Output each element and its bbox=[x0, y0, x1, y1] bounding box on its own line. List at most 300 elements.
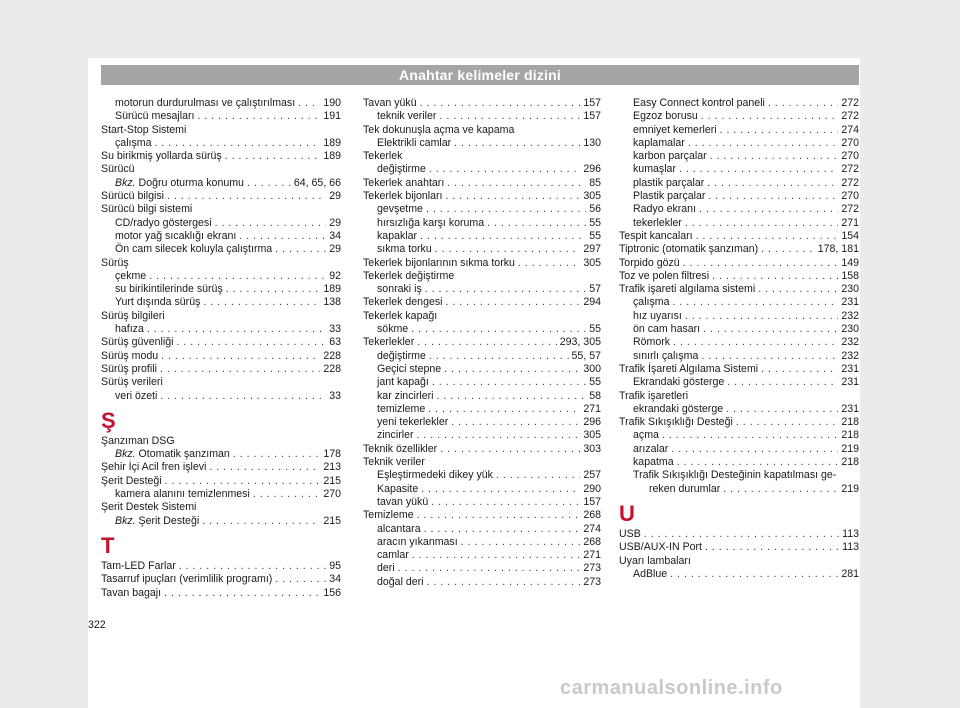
index-subentry bbox=[619, 456, 859, 469]
dot-leader bbox=[432, 376, 586, 389]
index-subentry bbox=[619, 469, 859, 482]
page-reference[interactable]: 189 bbox=[323, 150, 341, 163]
index-subentry bbox=[363, 376, 601, 389]
entry-term: Easy Connect kontrol paneli bbox=[633, 97, 765, 109]
index-subentry bbox=[363, 217, 601, 230]
entry-term: ön cam hasarı bbox=[633, 323, 701, 336]
entry-term: kamera alanını temizlenmesi bbox=[115, 488, 250, 501]
index-entry bbox=[363, 336, 601, 349]
index-subentry bbox=[619, 150, 859, 163]
page-reference[interactable]: 34 bbox=[329, 573, 341, 586]
index-entry bbox=[101, 150, 341, 163]
page-reference[interactable]: 191 bbox=[323, 110, 341, 123]
dot-leader bbox=[696, 230, 839, 243]
page-number: 322 bbox=[88, 619, 106, 631]
dot-leader bbox=[426, 203, 586, 216]
entry-term: Trafik işareti algılama sistemi bbox=[619, 283, 756, 296]
page-reference[interactable]: 273 bbox=[583, 562, 601, 575]
dot-leader bbox=[768, 97, 838, 110]
page-reference[interactable]: 290 bbox=[583, 482, 601, 495]
dot-leader bbox=[412, 549, 581, 562]
section-letter: T bbox=[101, 532, 115, 558]
page-reference[interactable]: 257 bbox=[583, 469, 601, 482]
page-reference[interactable]: 274 bbox=[841, 123, 859, 136]
page-reference[interactable]: 303 bbox=[583, 442, 601, 455]
dot-leader bbox=[155, 137, 321, 150]
entry-term: Toz ve polen filtresi bbox=[619, 269, 710, 282]
page-reference[interactable]: 293, 305 bbox=[559, 336, 601, 349]
entry-term: tekerlekler bbox=[633, 216, 682, 229]
dot-leader bbox=[707, 177, 838, 190]
index-entry bbox=[619, 283, 859, 296]
index-subentry bbox=[101, 110, 341, 123]
entry-term: Sürücü bbox=[101, 163, 135, 176]
page-reference[interactable]: 296 bbox=[583, 163, 601, 176]
see-reference: Bkz. bbox=[115, 176, 136, 189]
dot-leader bbox=[726, 403, 838, 416]
dot-leader bbox=[699, 203, 838, 216]
page-reference[interactable]: 231 bbox=[841, 296, 859, 309]
index-subentry bbox=[101, 488, 341, 501]
page-reference[interactable]: 55 bbox=[589, 323, 601, 336]
dot-leader bbox=[683, 257, 839, 270]
entry-term: Trafik Sıkışıklığı Desteğinin kapatılması ge- bbox=[633, 469, 837, 482]
index-entry bbox=[619, 257, 859, 270]
index-subentry bbox=[101, 448, 341, 461]
entry-term: Eşleştirmedeki dikey yük bbox=[377, 469, 493, 482]
dot-leader bbox=[298, 97, 320, 110]
index-subentry bbox=[363, 323, 601, 336]
index-subentry bbox=[619, 336, 859, 349]
page-reference[interactable]: 33 bbox=[329, 323, 341, 336]
entry-term: ekrandaki gösterge bbox=[633, 402, 724, 415]
page-reference[interactable]: 219 bbox=[841, 482, 859, 495]
dot-leader bbox=[420, 97, 581, 110]
page-reference[interactable]: 34 bbox=[329, 229, 341, 242]
index-column-1 bbox=[101, 97, 341, 600]
dot-leader bbox=[701, 110, 839, 123]
dot-leader bbox=[518, 257, 580, 270]
page-reference[interactable]: 149 bbox=[841, 256, 859, 269]
index-subentry bbox=[363, 549, 601, 562]
page-reference[interactable]: 232 bbox=[841, 349, 859, 362]
entry-term: Teknik özellikler bbox=[363, 442, 438, 455]
dot-leader bbox=[670, 568, 838, 581]
dot-leader bbox=[275, 243, 326, 256]
page-reference[interactable]: 55 bbox=[589, 229, 601, 242]
dot-leader bbox=[496, 469, 580, 482]
index-subentry bbox=[101, 217, 341, 230]
dot-leader bbox=[447, 177, 586, 190]
entry-term: su birikintilerinde sürüş bbox=[115, 283, 223, 296]
entry-term: CD/radyo göstergesi bbox=[115, 216, 212, 229]
page-reference[interactable]: 55 bbox=[589, 376, 601, 389]
entry-term: Ön cam silecek koluyla çalıştırma bbox=[115, 243, 273, 256]
page-reference[interactable]: 232 bbox=[841, 336, 859, 349]
dot-leader bbox=[420, 230, 586, 243]
dot-leader bbox=[253, 488, 320, 501]
index-subentry bbox=[101, 323, 341, 336]
page-reference[interactable]: 271 bbox=[583, 549, 601, 562]
index-entry bbox=[363, 443, 601, 456]
page-reference[interactable]: 138 bbox=[323, 296, 341, 309]
entry-term: Trafik işaretleri bbox=[619, 389, 689, 402]
index-subentry bbox=[619, 190, 859, 203]
page-reference[interactable]: 56 bbox=[589, 203, 601, 216]
dot-leader bbox=[677, 456, 839, 469]
entry-term: Şehir İçi Acil fren işlevi bbox=[101, 461, 207, 474]
index-subentry bbox=[363, 283, 601, 296]
entry-term: Sürüş bilgileri bbox=[101, 309, 165, 322]
dot-leader bbox=[712, 270, 838, 283]
entry-term: Teknik veriler bbox=[363, 456, 425, 469]
dot-leader bbox=[147, 323, 326, 336]
dot-leader bbox=[215, 217, 327, 230]
page-reference[interactable]: 178 bbox=[323, 448, 341, 461]
entry-term: Römork bbox=[633, 336, 671, 349]
page-reference[interactable]: 230 bbox=[841, 323, 859, 336]
page-reference[interactable]: 219 bbox=[841, 442, 859, 455]
page-reference[interactable]: 158 bbox=[841, 269, 859, 282]
index-subentry bbox=[619, 403, 859, 416]
page-reference[interactable]: 189 bbox=[323, 136, 341, 149]
page-reference[interactable]: 218 bbox=[841, 456, 859, 469]
entry-term: tavan yükü bbox=[377, 495, 429, 508]
entry-term: Kapasite bbox=[377, 482, 419, 495]
page-reference[interactable]: 272 bbox=[841, 163, 859, 176]
page-reference[interactable]: 272 bbox=[841, 203, 859, 216]
entry-term: değiştirme bbox=[377, 163, 426, 176]
page-reference[interactable]: 270 bbox=[841, 150, 859, 163]
entry-term: Şerit Destek Sistemi bbox=[101, 501, 197, 514]
dot-leader bbox=[161, 350, 320, 363]
index-subentry bbox=[363, 496, 601, 509]
entry-term: Tavan yükü bbox=[363, 97, 417, 109]
entry-term: Tespit kancaları bbox=[619, 229, 693, 242]
entry-term: çekme bbox=[115, 269, 147, 282]
dot-leader bbox=[761, 243, 815, 256]
dot-leader bbox=[429, 350, 569, 363]
index-entry bbox=[619, 541, 859, 554]
dot-leader bbox=[685, 217, 838, 230]
entry-term: zincirler bbox=[377, 429, 414, 442]
index-subentry bbox=[363, 110, 601, 123]
index-subentry bbox=[101, 296, 341, 309]
index-subentry bbox=[619, 483, 859, 496]
entry-term: değiştirme bbox=[377, 349, 426, 362]
index-entry bbox=[101, 560, 341, 573]
dot-leader bbox=[461, 536, 581, 549]
page-reference[interactable]: 271 bbox=[583, 402, 601, 415]
page-reference[interactable]: 270 bbox=[841, 136, 859, 149]
index-entry bbox=[101, 336, 341, 349]
page-reference[interactable]: 270 bbox=[841, 190, 859, 203]
page-reference[interactable]: 189 bbox=[323, 283, 341, 296]
entry-term: emniyet kemerleri bbox=[633, 123, 717, 136]
page-reference[interactable]: 300 bbox=[583, 362, 601, 375]
dot-leader bbox=[439, 110, 580, 123]
page-reference[interactable]: 92 bbox=[329, 269, 341, 282]
index-subentry bbox=[619, 429, 859, 442]
page-reference[interactable]: 215 bbox=[323, 474, 341, 487]
dot-leader bbox=[428, 403, 580, 416]
page-reference[interactable]: 95 bbox=[329, 559, 341, 572]
entry-term: gevşetme bbox=[377, 203, 423, 216]
index-subentry bbox=[619, 350, 859, 363]
dot-leader bbox=[446, 190, 581, 203]
entry-term: Tekerlek değiştirme bbox=[363, 269, 455, 282]
dot-leader bbox=[429, 163, 580, 176]
entry-term: Geçici stepne bbox=[377, 362, 442, 375]
entry-term: çalışma bbox=[633, 296, 670, 309]
page-reference[interactable]: 64, 65, 66 bbox=[293, 176, 341, 189]
entry-term: veri özeti bbox=[115, 389, 158, 402]
entry-term: Tavan bagajı bbox=[101, 586, 162, 599]
entry-term: Şanzıman DSG bbox=[101, 434, 175, 447]
index-entry bbox=[101, 501, 341, 514]
entry-term: sıkma torku bbox=[377, 243, 432, 256]
entry-term: Tekerlek dengesi bbox=[363, 296, 443, 309]
dot-leader bbox=[685, 310, 838, 323]
page-reference[interactable]: 231 bbox=[841, 362, 859, 375]
dot-leader bbox=[710, 150, 839, 163]
page-reference[interactable]: 218 bbox=[841, 416, 859, 429]
page-reference[interactable]: 113 bbox=[842, 541, 859, 554]
dot-leader bbox=[164, 587, 320, 600]
entry-term: Tasarruf ipuçları (verimlilik programı) bbox=[101, 573, 273, 586]
page-reference[interactable]: 305 bbox=[583, 429, 601, 442]
index-entry bbox=[101, 310, 341, 323]
page-reference[interactable]: 113 bbox=[842, 527, 859, 540]
index-entry bbox=[101, 376, 341, 389]
page-reference[interactable]: 33 bbox=[329, 389, 341, 402]
index-subentry bbox=[619, 177, 859, 190]
page-reference[interactable]: 281 bbox=[841, 567, 859, 580]
dot-leader bbox=[417, 509, 581, 522]
dot-leader bbox=[440, 443, 580, 456]
entry-term: Temizleme bbox=[363, 509, 414, 522]
page-reference[interactable]: 270 bbox=[323, 488, 341, 501]
dot-leader bbox=[723, 483, 838, 496]
page-reference[interactable]: 130 bbox=[583, 136, 601, 149]
entry-term: kar zincirleri bbox=[377, 389, 434, 402]
section-letter: Ş bbox=[101, 407, 116, 433]
dot-leader bbox=[167, 190, 326, 203]
page-reference[interactable]: 63 bbox=[329, 336, 341, 349]
page-reference[interactable]: 156 bbox=[323, 586, 341, 599]
dot-leader bbox=[701, 350, 838, 363]
index-entry bbox=[619, 230, 859, 243]
dot-leader bbox=[708, 190, 838, 203]
dot-leader bbox=[703, 323, 838, 336]
index-subentry bbox=[619, 568, 859, 581]
index-subentry bbox=[619, 137, 859, 150]
entry-term: Sürücü mesajları bbox=[115, 110, 195, 123]
index-entry bbox=[363, 296, 601, 309]
page-reference[interactable]: 294 bbox=[583, 296, 601, 309]
entry-term: Plastik parçalar bbox=[633, 190, 706, 203]
entry-term: açma bbox=[633, 429, 659, 442]
page-reference[interactable]: 296 bbox=[583, 416, 601, 429]
page-reference[interactable]: 272 bbox=[841, 110, 859, 123]
dot-leader bbox=[176, 336, 326, 349]
entry-term: Sürüş profili bbox=[101, 362, 157, 375]
page-reference[interactable]: 178, 181 bbox=[817, 243, 859, 256]
page-reference[interactable]: 228 bbox=[323, 349, 341, 362]
index-subentry bbox=[363, 562, 601, 575]
index-subentry bbox=[363, 230, 601, 243]
index-column-2 bbox=[363, 97, 601, 589]
dot-leader bbox=[165, 475, 321, 488]
dot-leader bbox=[425, 283, 586, 296]
dot-leader bbox=[673, 296, 839, 309]
index-subentry bbox=[363, 576, 601, 589]
entry-term: hırsızlığa karşı koruma bbox=[377, 216, 485, 229]
entry-term: kumaşlar bbox=[633, 163, 676, 176]
dot-leader bbox=[275, 573, 326, 586]
index-entry bbox=[101, 190, 341, 203]
index-subentry bbox=[619, 310, 859, 323]
page-reference[interactable]: 272 bbox=[841, 97, 859, 109]
entry-term: motorun durdurulması ve çalıştırılması bbox=[115, 97, 296, 109]
page-reference[interactable]: 268 bbox=[583, 535, 601, 548]
index-subentry bbox=[363, 429, 601, 442]
dot-leader bbox=[233, 448, 321, 461]
index-subentry bbox=[363, 536, 601, 549]
entry-term: Sürücü bilgisi bbox=[101, 190, 165, 203]
entry-term: Tekerlek bbox=[363, 150, 403, 163]
dot-leader bbox=[437, 390, 587, 403]
index-entry bbox=[101, 363, 341, 376]
entry-term: Ekrandaki gösterge bbox=[633, 376, 725, 389]
dot-leader bbox=[761, 363, 838, 376]
page-reference[interactable]: 230 bbox=[841, 283, 859, 296]
index-entry bbox=[363, 190, 601, 203]
entry-term: Su birikmiş yollarda sürüş bbox=[101, 150, 222, 163]
dot-leader bbox=[662, 429, 838, 442]
entry-term: Torpido gözü bbox=[619, 256, 680, 269]
entry-term: Tiptronic (otomatik şanzıman) bbox=[619, 243, 759, 256]
index-subentry bbox=[619, 163, 859, 176]
dot-leader bbox=[673, 336, 838, 349]
entry-term: Sürücü bilgi sistemi bbox=[101, 203, 193, 216]
entry-term: Radyo ekranı bbox=[633, 203, 697, 216]
dot-leader bbox=[417, 336, 557, 349]
page-reference[interactable]: 58 bbox=[589, 389, 601, 402]
entry-term: plastik parçalar bbox=[633, 176, 705, 189]
index-subentry bbox=[619, 217, 859, 230]
dot-leader bbox=[487, 217, 586, 230]
entry-term: USB bbox=[619, 527, 641, 540]
index-subentry bbox=[363, 163, 601, 176]
page-reference[interactable]: 218 bbox=[841, 429, 859, 442]
see-reference: Bkz. bbox=[115, 448, 136, 461]
index-entry bbox=[363, 97, 601, 110]
dot-leader bbox=[239, 230, 326, 243]
index-subentry bbox=[619, 376, 859, 389]
page-reference[interactable]: 232 bbox=[841, 309, 859, 322]
dot-leader bbox=[179, 560, 326, 573]
index-subentry bbox=[101, 97, 341, 110]
page-reference[interactable]: 157 bbox=[583, 110, 601, 123]
dot-leader bbox=[247, 177, 291, 190]
entry-term: sökme bbox=[377, 323, 409, 336]
index-entry bbox=[619, 528, 859, 541]
entry-term: Tekerlek bijonlarının sıkma torku bbox=[363, 256, 515, 269]
page-reference[interactable]: 29 bbox=[329, 190, 341, 203]
page-reference[interactable]: 29 bbox=[329, 216, 341, 229]
entry-term: jant kapağı bbox=[377, 376, 429, 389]
entry-term: camlar bbox=[377, 549, 409, 562]
index-entry bbox=[619, 363, 859, 376]
page-reference[interactable]: 305 bbox=[583, 256, 601, 269]
page-reference[interactable]: 228 bbox=[323, 362, 341, 375]
page-reference[interactable]: 190 bbox=[323, 97, 341, 109]
entry-term: Tekerlek anahtarı bbox=[363, 176, 445, 189]
index-entry bbox=[619, 270, 859, 283]
page-reference[interactable]: 231 bbox=[841, 402, 859, 415]
entry-term: yeni tekerlekler bbox=[377, 416, 449, 429]
dot-leader bbox=[202, 515, 320, 528]
dot-leader bbox=[417, 429, 581, 442]
dot-leader bbox=[421, 483, 580, 496]
index-entry bbox=[363, 509, 601, 522]
page-reference[interactable]: 271 bbox=[841, 216, 859, 229]
index-entry bbox=[363, 270, 601, 283]
page-reference[interactable]: 305 bbox=[583, 190, 601, 203]
entry-term: Yurt dışında sürüş bbox=[115, 296, 201, 309]
dot-leader bbox=[705, 541, 839, 554]
page-reference[interactable]: 231 bbox=[841, 376, 859, 389]
index-subentry bbox=[619, 97, 859, 110]
dot-leader bbox=[758, 283, 838, 296]
index-entry bbox=[101, 435, 341, 448]
entry-term: USB/AUX-IN Port bbox=[619, 541, 703, 554]
dot-leader bbox=[225, 150, 321, 163]
page-reference[interactable]: 215 bbox=[323, 514, 341, 527]
page-reference[interactable]: 273 bbox=[583, 575, 601, 588]
dot-leader bbox=[431, 496, 580, 509]
index-entry bbox=[101, 461, 341, 474]
index-subentry bbox=[363, 523, 601, 536]
page-reference[interactable]: 157 bbox=[583, 495, 601, 508]
page-reference[interactable]: 272 bbox=[841, 176, 859, 189]
page-reference[interactable]: 55 bbox=[589, 216, 601, 229]
page-reference[interactable]: 297 bbox=[583, 243, 601, 256]
page-reference[interactable]: 157 bbox=[583, 97, 601, 109]
page-reference[interactable]: 213 bbox=[323, 461, 341, 474]
entry-term: arızalar bbox=[633, 442, 669, 455]
page-reference[interactable]: 85 bbox=[589, 176, 601, 189]
entry-term: temizleme bbox=[377, 402, 426, 415]
entry-term: hafıza bbox=[115, 323, 144, 336]
entry-term: Tekerlekler bbox=[363, 336, 415, 349]
page-reference[interactable]: 29 bbox=[329, 243, 341, 256]
entry-term: kapaklar bbox=[377, 229, 418, 242]
dot-leader bbox=[424, 523, 581, 536]
dot-leader bbox=[160, 390, 326, 403]
page-reference[interactable]: 57 bbox=[589, 283, 601, 296]
page-reference[interactable]: 268 bbox=[583, 509, 601, 522]
entry-term: sınırlı çalışma bbox=[633, 349, 699, 362]
entry-term: Start-Stop Sistemi bbox=[101, 123, 187, 136]
page-reference[interactable]: 55, 57 bbox=[571, 349, 601, 362]
page-reference[interactable]: 274 bbox=[583, 522, 601, 535]
dot-leader bbox=[727, 376, 838, 389]
index-entry bbox=[619, 390, 859, 403]
index-subentry bbox=[101, 230, 341, 243]
page-reference[interactable]: 154 bbox=[841, 229, 859, 242]
